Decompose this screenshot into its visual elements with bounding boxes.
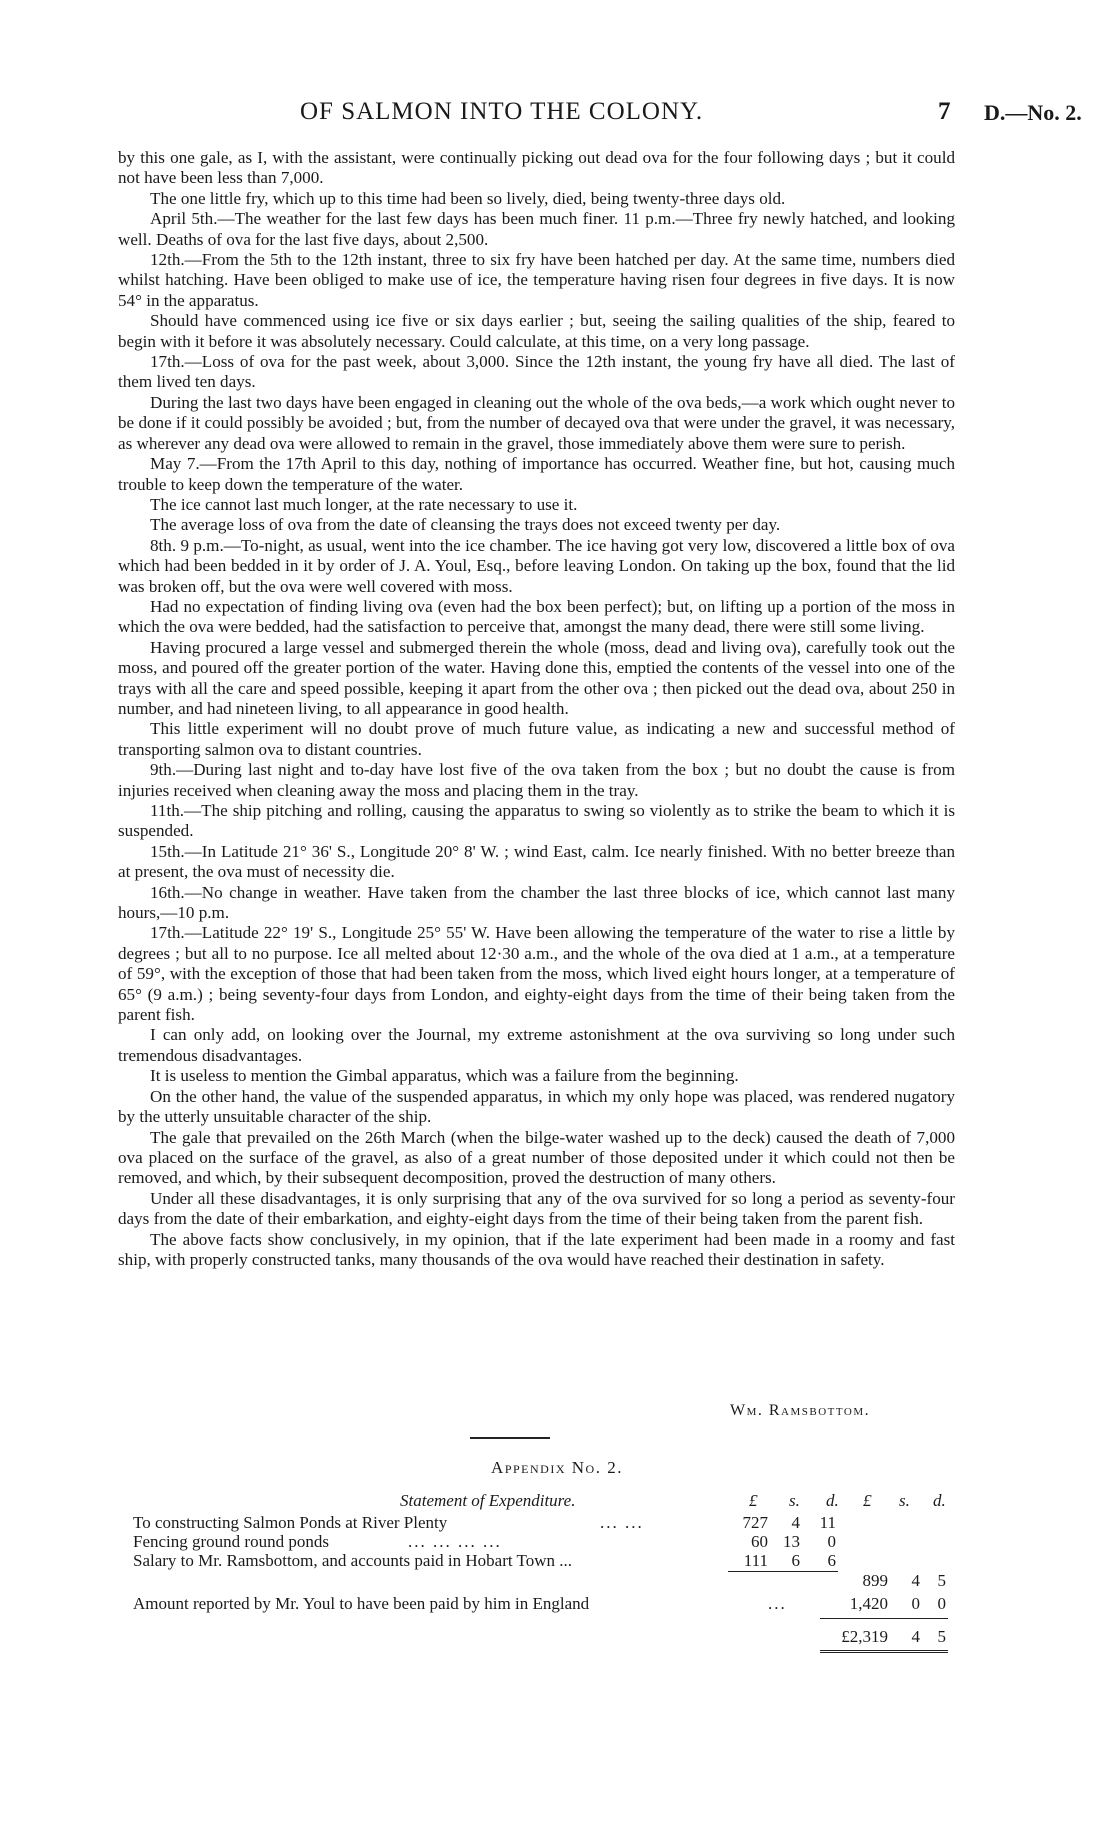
page-number: 7 bbox=[938, 98, 951, 125]
paragraph: Having procured a large vessel and submerged therein the whole (moss, dead and living ova), carefully took out the moss, and poured off the greater portion of the water. Having done this, emptied the contents of the vessel into one of the trays with all the care and speed possible, keeping it apart from the other ova ; then picked out the dead ova, about 250 in number, and had nineteen living, to all appearance in good health. bbox=[118, 637, 955, 718]
amount-pence: 0 bbox=[827, 1532, 836, 1551]
appendix-title: Appendix No. 2. bbox=[491, 1458, 623, 1477]
paragraph: 15th.—In Latitude 21° 36' S., Longitude 20° 8' W. ; wind East, calm. Ice nearly finished. With no better breeze than at present, the ova must of necessity die. bbox=[118, 841, 955, 882]
paragraph: Had no expectation of finding living ova (even had the box been perfect); but, on lifting up a portion of the moss in which the ova were bedded, had the satisfaction to perceive that, amongst the many dead, there were still some living. bbox=[118, 596, 955, 637]
paragraph: 12th.—From the 5th to the 12th instant, three to six fry have been hatched per day. At the same time, numbers died whilst hatching. Have been obliged to make use of ice, the temperature having risen four degrees in five days. It is now 54° in the apparatus. bbox=[118, 250, 955, 310]
col-header-pence: d. bbox=[826, 1491, 839, 1510]
paragraph: 17th.—Latitude 22° 19' S., Longitude 25° 55' W. Have been allowing the temperature of the water to rise a little by degrees ; but all to no purpose. Ice all melted about 12·30 a.m., and the whole of the ova died at 1 a.m., at a temperature of 59°, with the exception of those that had been taken from the moss, which lived eight hours longer, at a temperature of 65° (9 a.m.) ; being seventy-four days from London, and eighty-eight days from the time of their being taken from the parent fish. bbox=[118, 923, 955, 1025]
amount-pence: 6 bbox=[827, 1551, 836, 1570]
paragraph: On the other hand, the value of the suspended apparatus, in which my only hope was placed, was rendered nugatory by the utterly unsuitable character of the ship. bbox=[118, 1086, 955, 1127]
running-title: OF SALMON INTO THE COLONY. bbox=[300, 98, 704, 125]
leader-dots: ... ... bbox=[600, 1513, 644, 1532]
total-double-rule bbox=[820, 1650, 948, 1653]
paragraph: It is useless to mention the Gimbal apparatus, which was a failure from the beginning. bbox=[150, 1066, 739, 1086]
expense-label-england: Amount reported by Mr. Youl to have been paid by him in England bbox=[133, 1594, 590, 1613]
paragraph: 17th.—Loss of ova for the past week, about 3,000. Since the 12th instant, the young fry have all died. The last of them lived ten days. bbox=[118, 352, 955, 392]
expense-label-salary: Salary to Mr. Ramsbottom, and accounts paid in Hobart Town ... bbox=[133, 1551, 573, 1570]
amount-shillings: 4 bbox=[791, 1513, 800, 1532]
col-header-pounds-total: £ bbox=[863, 1491, 872, 1510]
amount-pence: 11 bbox=[819, 1513, 836, 1532]
paragraph: 8th. 9 p.m.—To-night, as usual, went into the ice chamber. The ice having got very low, discovered a little box of ova which had been bedded in it by order of J. A. Youl, Esq., before leaving London. On taking up the box, found that the lid was broken off, but the ova were well covered with moss. bbox=[118, 535, 955, 596]
total-rule bbox=[820, 1618, 948, 1619]
paragraph: During the last two days have been engaged in cleaning out the whole of the ova beds,—a work which ought never to be done if it could possibly be avoided ; but, from the number of decayed ova that were under the gravel, it was necessary, as wherever any dead ova were allowed to remain in the gravel, those immediately above them were sure to perish. bbox=[118, 392, 955, 453]
england-pounds: 1,420 bbox=[849, 1594, 888, 1613]
paragraph: 11th.—The ship pitching and rolling, causing the apparatus to swing so violently as to strike the beam to which it is suspended. bbox=[118, 801, 955, 841]
page-header bbox=[0, 98, 1114, 138]
expense-label-fencing: Fencing ground round ponds bbox=[133, 1532, 329, 1551]
amount-pounds: 60 bbox=[751, 1532, 768, 1551]
paragraph: The average loss of ova from the date of cleansing the trays does not exceed twenty per day. bbox=[150, 515, 781, 535]
paragraph: The above facts show conclusively, in my opinion, that if the late experiment had been made in a roomy and fast ship, with properly constructed tanks, many thousands of the ova would have reached their destination in safety. bbox=[118, 1229, 955, 1269]
document-reference: D.—No. 2. bbox=[984, 100, 1082, 125]
england-shillings: 0 bbox=[911, 1594, 920, 1613]
subtotal-pence: 5 bbox=[937, 1571, 946, 1590]
total-shillings: 4 bbox=[911, 1627, 920, 1646]
amount-shillings: 13 bbox=[783, 1532, 800, 1551]
paragraph: I can only add, on looking over the Journal, my extreme astonishment at the ova surviving so long under such tremendous disadvantages. bbox=[118, 1025, 955, 1065]
paragraph: Should have commenced using ice five or six days earlier ; but, seeing the sailing qualities of the ship, feared to begin with it before it was absolutely necessary. Could calculate, at this time, on a very long passage. bbox=[118, 311, 955, 351]
col-header-shillings: s. bbox=[789, 1491, 800, 1510]
subtotal-shillings: 4 bbox=[911, 1571, 920, 1590]
paragraph: by this one gale, as I, with the assistant, were continually picking out dead ova for the four following days ; but it could not have been less than 7,000. bbox=[118, 148, 955, 188]
paragraph: The gale that prevailed on the 26th March (when the bilge-water washed up to the deck) caused the death of 7,000 ova placed on the surface of the gravel, as also of a great number of those deposited under it which could not then be removed, and which, by their subsequent decomposition, proved the destruction of many others. bbox=[118, 1127, 955, 1188]
signature: Wm. Ramsbottom. bbox=[730, 1402, 871, 1419]
paragraph: The ice cannot last much longer, at the rate necessary to use it. bbox=[150, 494, 578, 514]
england-pence: 0 bbox=[937, 1594, 946, 1613]
journal-text bbox=[118, 148, 955, 1270]
total-pence: 5 bbox=[937, 1627, 946, 1646]
leader-dots: ... bbox=[768, 1594, 787, 1613]
subtotal-pounds: 899 bbox=[862, 1571, 888, 1590]
amount-pounds: 111 bbox=[743, 1551, 768, 1570]
paragraph: April 5th.—The weather for the last few days has been much finer. 11 p.m.—Three fry newly hatched, and looking well. Deaths of ova for the last five days, about 2,500. bbox=[118, 209, 955, 249]
subtotal-rule bbox=[728, 1571, 838, 1572]
amount-shillings: 6 bbox=[791, 1551, 800, 1570]
paragraph: This little experiment will no doubt prove of much future value, as indicating a new and successful method of transporting salmon ova to distant countries. bbox=[118, 719, 955, 759]
leader-dots: ... ... ... ... bbox=[408, 1532, 502, 1551]
paragraph: May 7.—From the 17th April to this day, nothing of importance has occurred. Weather fine, but hot, causing much trouble to keep down the temperature of the water. bbox=[118, 454, 955, 494]
paragraph: Under all these disadvantages, it is only surprising that any of the ova survived for so long a period as seventy-four days from the date of their embarkation, and eighty-eight days from the time of their being taken from the parent fish. bbox=[118, 1188, 955, 1229]
statement-title: Statement of Expenditure. bbox=[400, 1491, 576, 1510]
col-header-shillings-total: s. bbox=[899, 1491, 910, 1510]
col-header-pounds: £ bbox=[749, 1491, 758, 1510]
total-pounds: £2,319 bbox=[841, 1627, 888, 1646]
paragraph: The one little fry, which up to this time had been so lively, died, being twenty-three days old. bbox=[150, 188, 786, 208]
amount-pounds: 727 bbox=[742, 1513, 768, 1532]
paragraph: 9th.—During last night and to-day have lost five of the ova taken from the box ; but no doubt the cause is from injuries received when cleaning away the moss and placing them in the tray. bbox=[118, 760, 955, 800]
section-divider bbox=[470, 1437, 550, 1439]
expense-label-ponds: To constructing Salmon Ponds at River Plenty bbox=[133, 1513, 448, 1532]
col-header-pence-total: d. bbox=[933, 1491, 946, 1510]
paragraph: 16th.—No change in weather. Have taken from the chamber the last three blocks of ice, which cannot last many hours,—10 p.m. bbox=[118, 882, 955, 923]
